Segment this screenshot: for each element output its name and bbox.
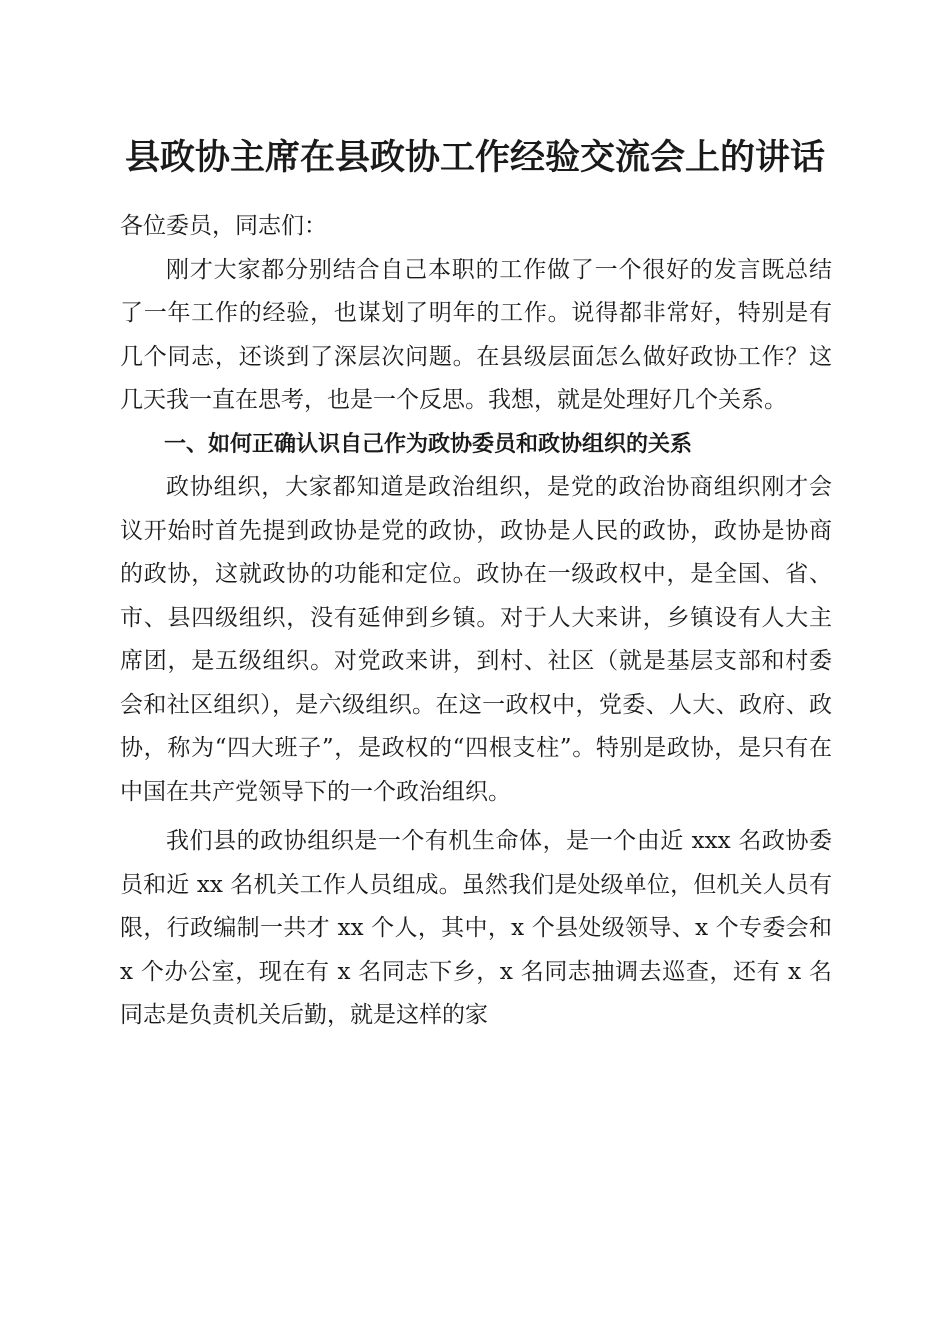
- document-title: 县政协主席在县政协工作经验交流会上的讲话: [124, 138, 825, 178]
- paragraph-organization: 政协组织，大家都知道是政治组织，是党的政治协商组织刚才会议开始时首先提到政协是党的政协，政协是人民的政协，政协是协商的政协，这就政协的功能和定位。政协在一级政权中，是全国、省、市、县四级组织，没有延伸到乡镇。对于人大来讲，乡镇设有人大主席团，是五级组织。对党政来讲，到村、社区（就是基层支部和村委会和社区组织），是六级组织。在这一政权中，党委、人大、政府、政协，称为“四大班子”，是政权的“四根支柱”。特别是政协，是只有在中国在共产党领导下的一个政治组织。: [120, 474, 832, 805]
- paragraph-opening: 刚才大家都分别结合自己本职的工作做了一个很好的发言既总结了一年工作的经验，也谋划了明年的工作。说得都非常好，特别是有几个同志，还谈到了深层次问题。在县级层面怎么做好政协工作？这几天我一直在思考，也是一个反思。我想，就是处理好几个关系。: [120, 256, 832, 413]
- paragraph-county-cppcc: 我们县的政协组织是一个有机生命体，是一个由近 xxx 名政协委员和近 xx 名机关工作人员组成。虽然我们是处级单位，但机关人员有限，行政编制一共才 xx 个人，其中，x 个县处级领导、x 个专委会和 x 个办公室，现在有 x 名同志下乡，x 名同志抽调去巡查，还有 x 名同志是负责机关后勤，就是这样的家: [120, 828, 832, 1028]
- salutation: 各位委员，同志们：: [120, 213, 327, 239]
- document-body: [120, 205, 832, 1038]
- section-heading: 一、如何正确认识自己作为政协委员和政协组织的关系: [164, 431, 693, 457]
